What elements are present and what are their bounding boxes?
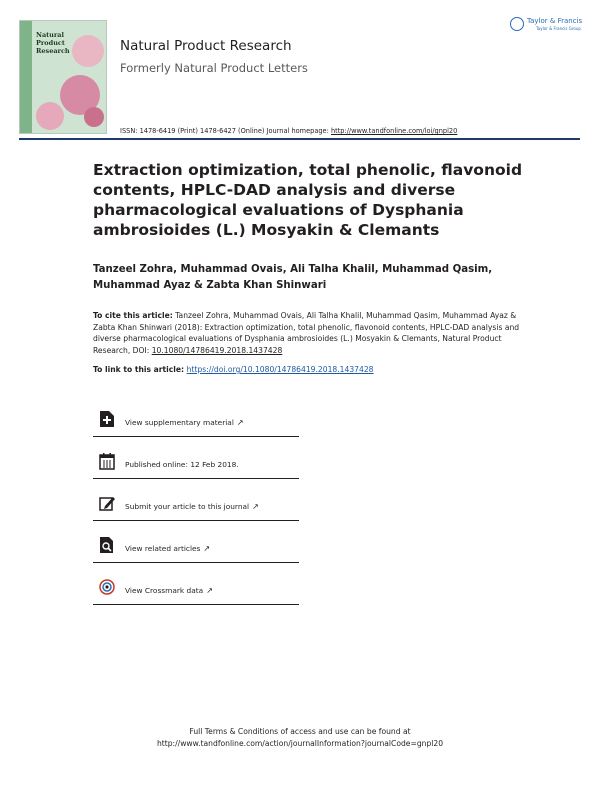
external-link-icon: ↗ (203, 544, 211, 553)
journal-title[interactable]: Natural Product Research (120, 38, 292, 54)
footer-terms-text: Full Terms & Conditions of access and use can be found at (189, 727, 411, 736)
action-label: View related articles (125, 544, 201, 553)
journal-cover-image (19, 20, 107, 134)
publisher-tagline: Taylor & Francis Group (536, 26, 581, 31)
cover-title-line: Product (36, 39, 65, 47)
action-label: Submit your article to this journal (125, 502, 250, 511)
calendar-icon (99, 452, 115, 470)
view-crossmark-data-link[interactable] (93, 574, 299, 605)
action-label: View supplementary material (125, 418, 234, 427)
journal-homepage-link[interactable]: http://www.tandfonline.com/loi/gnpl20 (330, 127, 458, 135)
plus-document-icon (99, 410, 115, 428)
publisher-name: Taylor & Francis (527, 17, 583, 25)
view-related-articles-link[interactable] (93, 532, 299, 563)
article-authors: Tanzeel Zohra, Muhammad Ovais, Ali Talha Khalil, Muhammad Qasim, Muhammad Ayaz & Zabta Khan Shinwari (93, 264, 493, 291)
citation-doi-link[interactable]: 10.1080/14786419.2018.1437428 (151, 345, 283, 355)
terms-footer (0, 726, 600, 749)
article-link-label: To link to this article: (93, 365, 187, 374)
published-online-info (93, 448, 299, 479)
external-link-icon: ↗ (236, 418, 244, 427)
action-label: Published online: 12 Feb 2018. (125, 460, 239, 469)
crossmark-icon (99, 578, 115, 596)
publisher-logo[interactable] (510, 17, 582, 37)
action-label: View Crossmark data (125, 586, 204, 595)
citation-block (93, 310, 533, 356)
submit-article-link[interactable] (93, 490, 299, 521)
publisher-logo-icon (510, 17, 524, 31)
journal-subtitle: Formerly Natural Product Letters (120, 61, 308, 75)
footer-terms-link[interactable]: http://www.tandfonline.com/action/journalInformation?journalCode=gnpl20 (156, 738, 444, 748)
article-title: Extraction optimization, total phenolic, flavonoid contents, HPLC-DAD analysis and diverse pharmacological evaluations of Dysphania ambrosioides (L.) Mosyakin & Clemants (93, 161, 523, 239)
article-link-block (93, 364, 533, 375)
citation-label: To cite this article: (93, 311, 173, 320)
cover-title-line: Research (36, 47, 70, 55)
external-link-icon: ↗ (206, 586, 213, 595)
issn-text: ISSN: 1478-6419 (Print) 1478-6427 (Online) Journal homepage: (120, 127, 331, 135)
external-link-icon: ↗ (252, 502, 259, 511)
cover-title-line: Natural (36, 31, 64, 39)
issn-line (120, 127, 457, 135)
header-divider (19, 138, 580, 140)
article-actions (93, 406, 299, 616)
related-search-icon (99, 536, 115, 554)
pencil-icon (99, 494, 115, 512)
article-doi-url[interactable]: https://doi.org/10.1080/14786419.2018.1437428 (186, 365, 374, 374)
citation-text: Tanzeel Zohra, Muhammad Ovais, Ali Talha Khalil, Muhammad Qasim, Muhammad Ayaz & Zabta Khan Shinwari (2018): Extraction optimization, total phenolic, flavonoid contents, HPLC-DAD analysis and diverse pharmacological evaluations of Dysphania ambrosioides (L.) Mosyakin & Clemants, Natural Product Research, DOI: (93, 311, 520, 355)
view-supplementary-material-link[interactable] (93, 406, 299, 437)
